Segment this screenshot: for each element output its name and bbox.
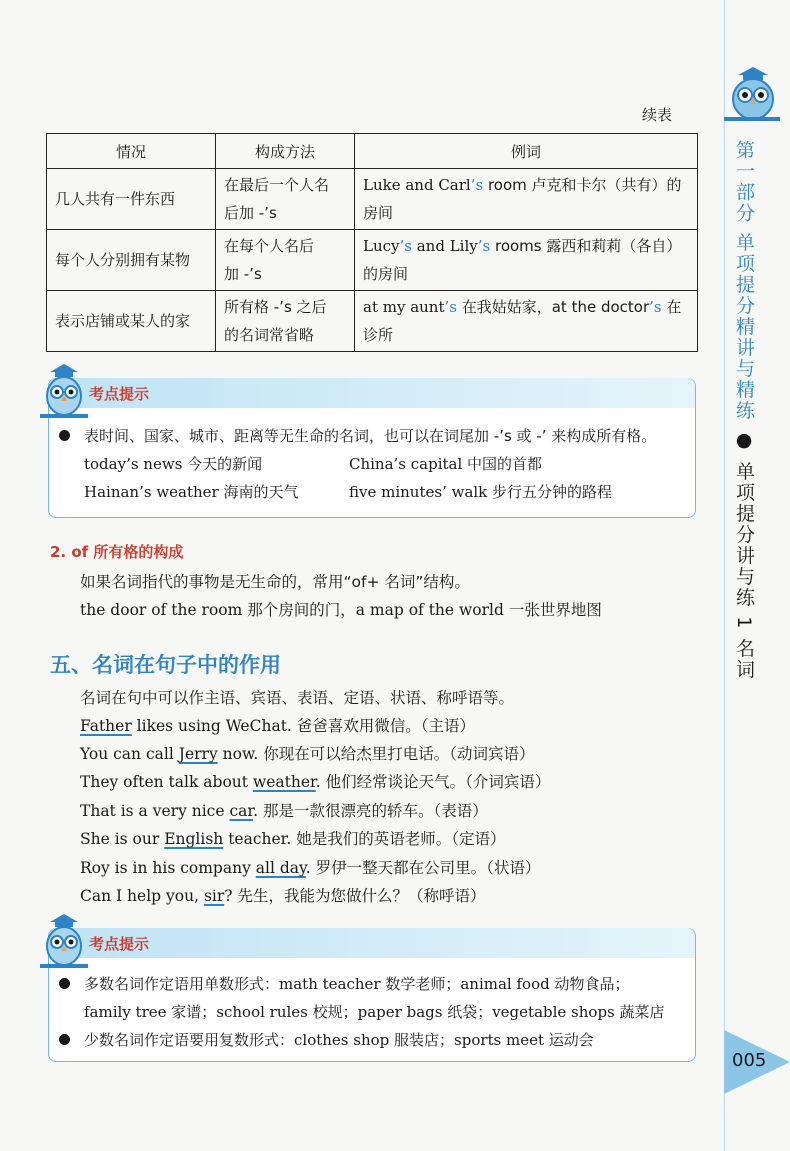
example-text: rooms 露西和莉莉（各自） bbox=[490, 237, 682, 255]
example-sentence bbox=[80, 827, 506, 849]
section-2-heading: 2. of 所有格的构成 bbox=[50, 543, 184, 561]
example-text: 诊所 bbox=[363, 326, 394, 344]
side-series: 单项提分精讲与精练 bbox=[733, 232, 755, 422]
bullet-icon bbox=[59, 1034, 70, 1045]
tip-bullet-text: 少数名词作定语要用复数形式：clothes shop 服装店；sports meet 运动会 bbox=[84, 1031, 594, 1049]
sentence-text: That is a very nice bbox=[80, 802, 230, 820]
sentence-highlight: all day bbox=[255, 859, 306, 877]
tip-example: Hainan’s weather 海南的天气 bbox=[84, 483, 299, 501]
example-sentence bbox=[80, 714, 475, 736]
tip-example: today’s news 今天的新闻 bbox=[84, 455, 263, 473]
tip-bullet bbox=[59, 973, 629, 995]
table-cell-method bbox=[216, 169, 355, 230]
table-row bbox=[47, 230, 698, 291]
sentence-highlight: weather bbox=[252, 773, 316, 791]
tip-bullet-continuation: family tree 家谱；school rules 校规；paper bags 纸袋；vegetable shops 蔬菜店 bbox=[84, 1003, 665, 1021]
section-5-intro: 名词在句中可以作主语、宾语、表语、定语、状语、称呼语等。 bbox=[80, 689, 515, 707]
tip-bullet-text: 表时间、国家、城市、距离等无生命的名词，也可以在词尾加 -’s 或 -’ 来构成所有格。 bbox=[84, 427, 657, 445]
side-unit-num: 1 bbox=[733, 616, 755, 631]
sentence-text: You can call bbox=[80, 745, 179, 763]
bullet-icon bbox=[59, 430, 70, 441]
sentence-text: . 那是一款很漂亮的轿车。（表语） bbox=[253, 802, 488, 820]
example-suffix: ’s bbox=[470, 176, 484, 194]
sentence-highlight: English bbox=[164, 830, 224, 848]
example-text: and Lily bbox=[411, 237, 478, 255]
tip-bullet bbox=[59, 1029, 594, 1051]
sentence-text: They often talk about bbox=[80, 773, 253, 791]
example-text: room 卢克和卡尔（共有）的 bbox=[483, 176, 682, 194]
table-header: 构成方法 bbox=[216, 134, 355, 169]
owl-mascot-icon bbox=[36, 356, 92, 422]
page-number: 005 bbox=[732, 1050, 767, 1071]
tip-bullet-text: 多数名词作定语用单数形式：math teacher 数学老师；animal food 动物食品； bbox=[84, 975, 630, 993]
example-text: at my aunt bbox=[363, 298, 445, 316]
table-cell-method bbox=[216, 230, 355, 291]
method-line: 在最后一个人名 bbox=[224, 176, 330, 194]
side-dot: ● bbox=[733, 429, 755, 454]
method-line: 在每个人名后 bbox=[224, 237, 315, 255]
table-header-row bbox=[47, 134, 698, 169]
side-topic: 名词 bbox=[733, 638, 755, 681]
sentence-text: She is our bbox=[80, 830, 165, 848]
sentence-highlight: Father bbox=[80, 717, 132, 735]
example-sentence bbox=[80, 799, 488, 821]
tip-example: five minutes’ walk 步行五分钟的路程 bbox=[349, 483, 613, 501]
section-2-line: 如果名词指代的事物是无生命的，常用“of+ 名词”结构。 bbox=[80, 573, 470, 591]
tip-box bbox=[48, 928, 696, 1062]
example-sentence bbox=[80, 884, 486, 906]
example-suffix: ’s bbox=[444, 298, 457, 316]
sentence-text: teacher. 她是我们的英语老师。（定语） bbox=[223, 830, 506, 848]
sentence-text: . 他们经常谈论天气。（介词宾语） bbox=[315, 773, 551, 791]
table-header: 例词 bbox=[355, 134, 698, 169]
table-cell-example bbox=[355, 291, 698, 352]
example-text: Luke and Carl bbox=[363, 176, 471, 194]
table-cell-situation: 几人共有一件东西 bbox=[47, 169, 216, 230]
sentence-text: now. 你现在可以给杰里打电话。（动词宾语） bbox=[217, 745, 535, 763]
method-line: 的名词常省略 bbox=[224, 326, 315, 344]
section-2-line: the door of the room 那个房间的门，a map of the world 一张世界地图 bbox=[80, 601, 602, 619]
table-cell-method bbox=[216, 291, 355, 352]
example-sentence bbox=[80, 742, 534, 764]
example-text: 在 bbox=[661, 298, 682, 316]
table-row bbox=[47, 169, 698, 230]
sentence-highlight: Jerry bbox=[178, 745, 218, 763]
sentence-highlight: car bbox=[229, 802, 254, 820]
continued-label: 续表 bbox=[642, 106, 673, 124]
example-sentence bbox=[80, 856, 540, 878]
bullet-icon bbox=[59, 978, 70, 989]
example-suffix: ’s bbox=[477, 237, 491, 255]
method-line: 加 -’s bbox=[224, 265, 262, 283]
margin-rule bbox=[724, 0, 725, 1151]
possessive-table bbox=[46, 133, 698, 352]
tip-title: 考点提示 bbox=[89, 385, 150, 403]
section-5-heading: 五、名词在句子中的作用 bbox=[50, 653, 281, 677]
tip-bullet bbox=[59, 425, 656, 447]
table-row bbox=[47, 291, 698, 352]
table-header: 情况 bbox=[47, 134, 216, 169]
method-line: 后加 -’s bbox=[224, 204, 277, 222]
example-text: Lucy bbox=[363, 237, 400, 255]
sentence-highlight: sir bbox=[203, 887, 225, 905]
example-suffix: ’s bbox=[399, 237, 412, 255]
example-text: 在我姑姑家，at the doctor bbox=[456, 298, 650, 316]
example-sentence bbox=[80, 770, 550, 792]
example-text: 的房间 bbox=[363, 265, 409, 283]
example-suffix: ’s bbox=[649, 298, 662, 316]
owl-mascot-icon bbox=[718, 55, 788, 125]
owl-mascot-icon bbox=[36, 906, 92, 972]
sentence-text: ? 先生，我能为您做什么？（称呼语） bbox=[224, 887, 486, 905]
side-part: 第一部分 bbox=[733, 140, 755, 224]
sentence-text: likes using WeChat. 爸爸喜欢用微信。（主语） bbox=[131, 717, 476, 735]
side-unit: 单项提分讲与练 bbox=[733, 461, 755, 609]
sentence-text: Roy is in his company bbox=[80, 859, 256, 877]
table-cell-situation: 每个人分别拥有某物 bbox=[47, 230, 216, 291]
table-cell-example bbox=[355, 230, 698, 291]
method-line: 所有格 -’s 之后 bbox=[224, 298, 327, 316]
sentence-text: . 罗伊一整天都在公司里。（状语） bbox=[305, 859, 541, 877]
example-text: 房间 bbox=[363, 204, 394, 222]
tip-example: China’s capital 中国的首都 bbox=[349, 455, 543, 473]
table-cell-situation: 表示店铺或某人的家 bbox=[47, 291, 216, 352]
tip-title: 考点提示 bbox=[89, 935, 150, 953]
sentence-text: Can I help you, bbox=[80, 887, 204, 905]
table-cell-example bbox=[355, 169, 698, 230]
side-title bbox=[730, 140, 758, 680]
tip-box bbox=[48, 378, 696, 518]
